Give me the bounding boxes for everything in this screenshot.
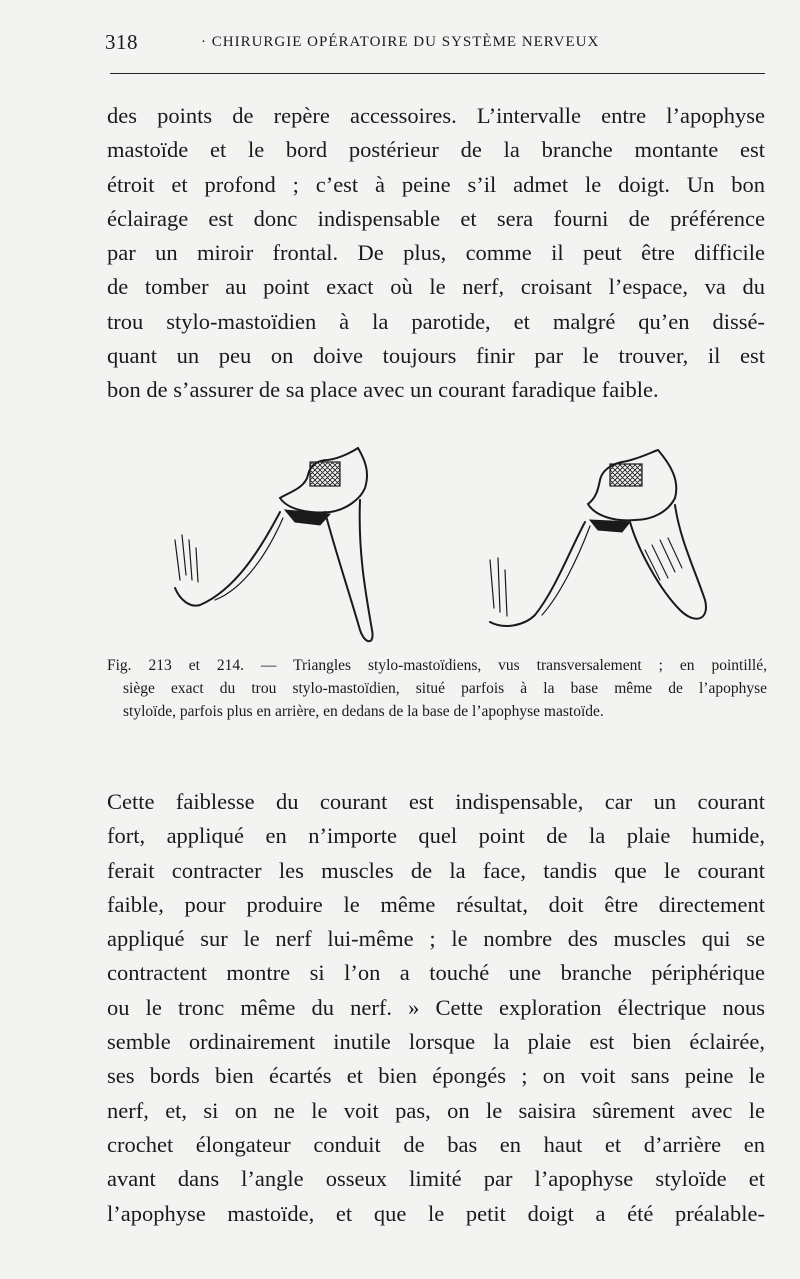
paragraph-2 — [107, 785, 765, 1231]
page-header — [105, 30, 765, 60]
text-line: nerf, et, si on ne le voit pas, on le saisira sûrement avec le — [107, 1097, 765, 1123]
page-number: 318 — [105, 30, 138, 54]
hair-strokes — [490, 558, 507, 616]
text-line: bon de s’assurer de sa place avec un courant faradique faible. — [107, 377, 659, 403]
text-line: appliqué sur le nerf lui-même ; le nombre des muscles qui se — [107, 926, 765, 952]
text-line: quant un peu on doive toujours finir par le trouver, il est — [107, 343, 765, 369]
text-line: par un miroir frontal. De plus, comme il peut être difficile — [107, 240, 765, 266]
caption-line: styloïde, parfois plus en arrière, en dedans de la base de l’apophyse mastoïde. — [123, 703, 604, 720]
hatched-area — [310, 462, 340, 486]
styloid-process-outline — [325, 500, 373, 641]
styloid-hatching — [645, 538, 682, 580]
text-line: semble ordinairement inutile lorsque la plaie est bien éclairée, — [107, 1029, 765, 1055]
caption-line: siège exact du trou stylo-mastoïdien, situé parfois à la base même de l’apophyse — [123, 680, 767, 697]
header-rule — [110, 73, 765, 74]
text-line: ou le tronc même du nerf. » Cette exploration électrique nous — [107, 994, 765, 1020]
text-line: Cette faiblesse du courant est indispensable, car un courant — [107, 789, 765, 814]
text-line: fort, appliqué en n’importe quel point de la plaie humide, — [107, 823, 765, 849]
hatched-area — [610, 464, 642, 486]
text-line: crochet élongateur conduit de bas en haut et d’arrière en — [107, 1131, 765, 1157]
text-line: ses bords bien écartés et bien épongés ; on voit sans peine le — [107, 1063, 765, 1089]
figure-214-drawing — [490, 450, 706, 626]
shading — [590, 520, 630, 532]
text-line: l’apophyse mastoïde, et que le petit doigt a été préalable- — [107, 1200, 765, 1226]
text-line: faible, pour produire le même résultat, doit être directement — [107, 891, 765, 917]
text-line: éclairage est donc indispensable et sera fourni de préférence — [107, 205, 765, 231]
styloid-process-outline — [630, 505, 706, 619]
paragraph-1 — [107, 99, 765, 408]
figure-illustration — [160, 440, 720, 650]
text-line: des points de repère accessoires. L’intervalle entre l’apophyse — [107, 103, 765, 128]
hair-strokes — [175, 535, 198, 582]
running-title: · CHIRURGIE OPÉRATOIRE DU SYSTÈME NERVEUX — [201, 34, 600, 50]
text-line: mastoïde et le bord postérieur de la branche montante est — [107, 137, 765, 163]
ramus-outline — [490, 522, 585, 626]
text-line: étroit et profond ; c’est à peine s’il admet le doigt. Un bon — [107, 171, 765, 197]
text-line: avant dans l’angle osseux limité par l’apophyse styloïde et — [107, 1166, 765, 1192]
figure-213-drawing — [175, 448, 373, 641]
caption-line: Fig. 213 et 214. — Triangles stylo-mastoïdiens, vus transversalement ; en pointillé, — [107, 657, 767, 674]
text-line: de tomber au point exact où le nerf, croisant l’espace, va du — [107, 274, 765, 300]
figure-caption — [107, 654, 767, 723]
text-line: ferait contracter les muscles de la face, tandis que le courant — [107, 857, 765, 883]
ramus-inner-edge — [542, 526, 590, 615]
text-line: contractent montre si l’on a touché une branche périphérique — [107, 960, 765, 986]
text-line: trou stylo-mastoïdien à la parotide, et malgré qu’en dissé- — [107, 308, 765, 334]
